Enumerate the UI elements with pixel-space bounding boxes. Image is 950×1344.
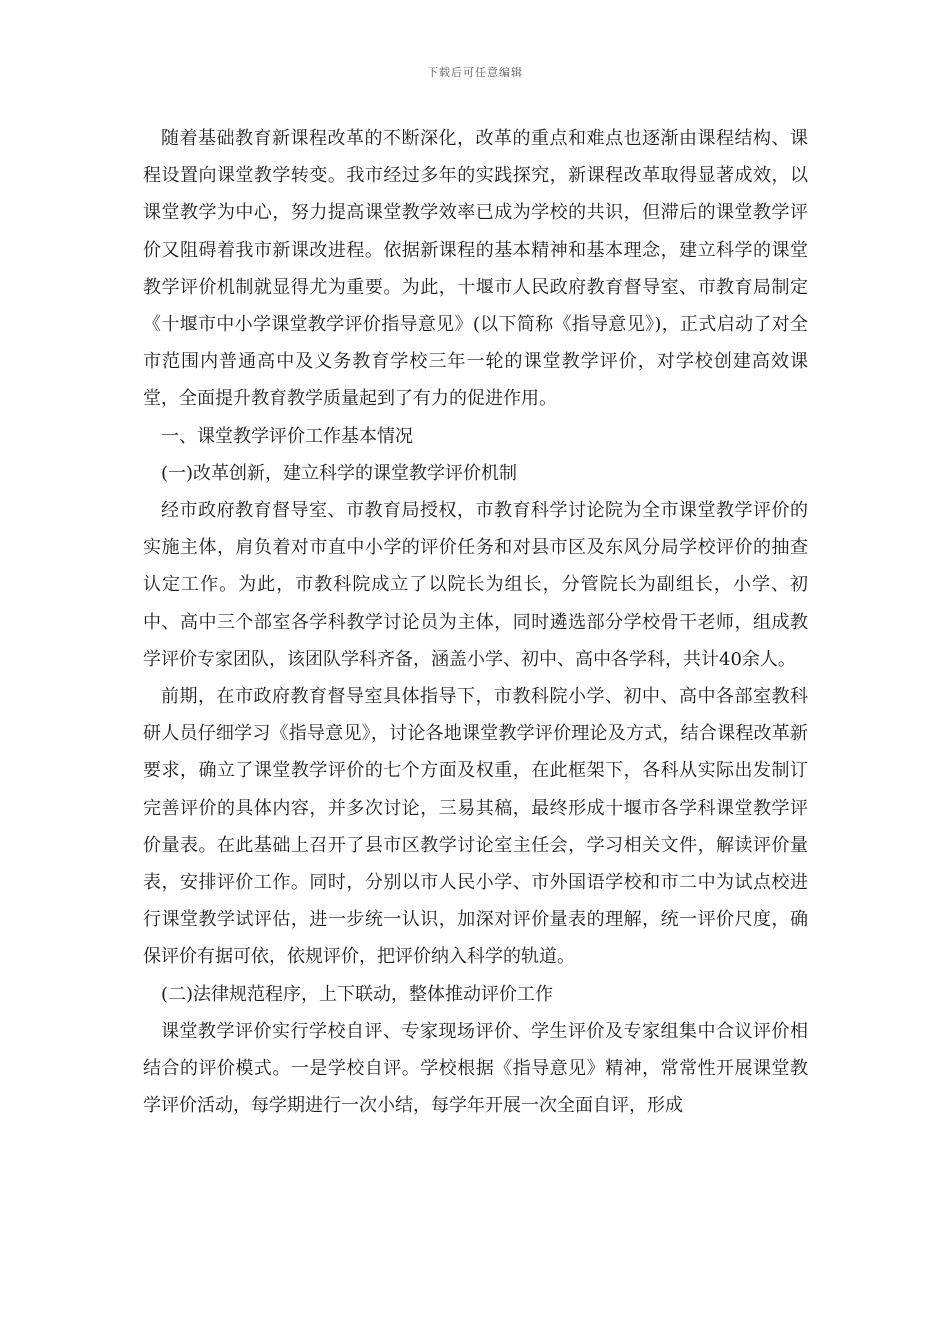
- page-header: 下载后可任意编辑: [427, 66, 523, 79]
- document-body: [143, 120, 808, 1124]
- paragraph-intro: 随着基础教育新课程改革的不断深化，改革的重点和难点也逐渐由课程结构、课程设置向课堂教学转变。我市经过多年的实践探究，新课程改革取得显著成效，以课堂教学为中心，努力提高课堂教学效率已成为学校的共识，但滞后的课堂教学评价又阻碍着我市新课改进程。依据新课程的基本精神和基本理念，建立科学的课堂教学评价机制就显得尤为重要。为此，十堰市人民政府教育督导室、市教育局制定《十堰市中小学课堂教学评价指导意见》(以下简称《指导意见》)，正式启动了对全市范围内普通高中及义务教育学校三年一轮的课堂教学评价，对学校创建高效课堂，全面提升教育教学质量起到了有力的促进作用。: [143, 128, 808, 410]
- paragraph-evaluation-mode: 课堂教学评价实行学校自评、专家现场评价、学生评价及专家组集中合议评价相结合的评价模式。一是学校自评。学校根据《指导意见》精神，常常性开展课堂教学评价活动，每学期进行一次小结，每学年开展一次全面自评，形成: [143, 1020, 808, 1117]
- section-heading-1: 一、课堂教学评价工作基本情况: [161, 425, 413, 447]
- subsection-heading-1: (一)改革创新，建立科学的课堂教学评价机制: [161, 462, 518, 484]
- paragraph-preparation: 前期，在市政府教育督导室具体指导下，市教科院小学、初中、高中各部室教科研人员仔细学习《指导意见》，讨论各地课堂教学评价理论及方式，结合课程改革新要求，确立了课堂教学评价的七个方面及权重，在此框架下，各科从实际出发制订完善评价的具体内容，并多次讨论，三易其稿，最终形成十堰市各学科课堂教学评价量表。在此基础上召开了县市区教学讨论室主任会，学习相关文件，解读评价量表，安排评价工作。同时，分别以市人民小学、市外国语学校和市二中为试点校进行课堂教学试评估，进一步统一认识，加深对评价量表的理解，统一评价尺度，确保评价有据可依，依规评价，把评价纳入科学的轨道。: [143, 686, 808, 968]
- paragraph-evaluation-body: 经市政府教育督导室、市教育局授权，市教育科学讨论院为全市课堂教学评价的实施主体，肩负着对市直中小学的评价任务和对县市区及东风分局学校评价的抽查认定工作。为此，市教科院成立了以院长为组长，分管院长为副组长，小学、初中、高中三个部室各学科教学讨论员为主体，同时遴选部分学校骨干老师，组成教学评价专家团队，该团队学科齐备，涵盖小学、初中、高中各学科，共计40余人。: [143, 500, 808, 670]
- subsection-heading-2: (二)法律规范程序，上下联动，整体推动评价工作: [161, 983, 554, 1005]
